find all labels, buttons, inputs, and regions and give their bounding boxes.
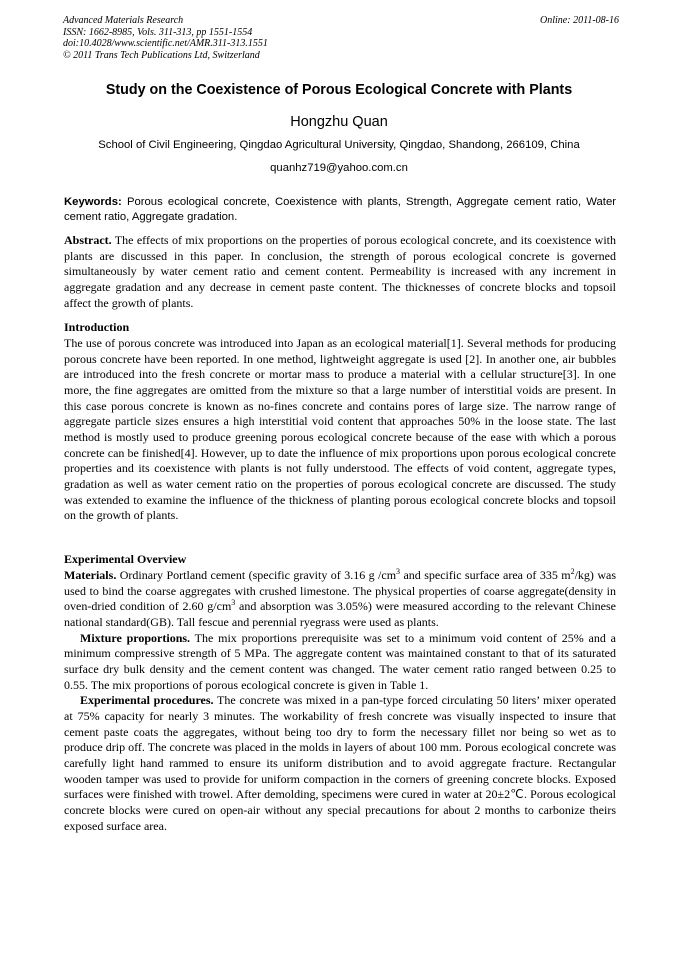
materials-text-1: Ordinary Portland cement (specific gravity of 3.16 g /cm [116,568,397,582]
keywords-text: Porous ecological concrete, Coexistence with plants, Strength, Aggregate cement ratio, Water cement ratio, Aggregate gradation. [64,196,616,224]
journal-name: Advanced Materials Research [63,15,184,26]
paper-title: Study on the Coexistence of Porous Ecological Concrete with Plants [105,82,573,98]
materials-label: Materials. [64,568,117,582]
author-name: Hongzhu Quan [290,114,388,130]
materials-sup-2: 2 [570,567,575,576]
materials-sup-1: 3 [396,567,401,576]
introduction-heading: Introduction [64,320,130,334]
issn-line: ISSN: 1662-8985, Vols. 311-313, pp 1551-1554 [63,26,253,38]
online-date: Online: 2011-08-16 [540,15,619,26]
journal-header [63,15,619,61]
experimental-body [64,568,616,834]
materials-text-3: /kg) was used to bind the coarse aggregates with crushed limestone. The physical properties of coarse aggregate(density in oven-dried condition of 2.60 g/cm [64,568,616,614]
procedures-label: Experimental procedures. [80,693,214,708]
abstract [64,233,616,311]
materials-paragraph [64,568,616,629]
materials-text-2: and specific surface area of 335 m [400,568,571,582]
mixture-paragraph [64,631,616,694]
keywords [64,195,616,226]
experimental-heading: Experimental Overview [64,552,187,566]
doi-line[interactable]: doi:10.4028/www.scientific.net/AMR.311-313.1551 [63,38,268,49]
keywords-label: Keywords: [64,196,122,208]
mixture-text: The mix proportions prerequisite was set to a minimum void content of 25% and a minimum compressive strength of 5 MPa. The aggregate content was maintained constant to that of its saturated surface dry bulk density and the cement content was changed. The water cement ratio ranged between 0.25 to 0.55. The mix proportions of porous ecological concrete is given in Table 1. [64,630,616,692]
author-email[interactable]: quanhz719@yahoo.com.cn [270,162,408,174]
procedures-paragraph [64,693,616,834]
author-affiliation: School of Civil Engineering, Qingdao Agricultural University, Qingdao, Shandong, 266109, China [98,139,580,151]
procedures-text: The concrete was mixed in a pan-type forced circulating 50 liters’ mixer operated at 75% capacity for nearly 3 minutes. The workability of fresh concrete was visually inspected to insure that cement paste coats the aggregates, without being too dry to form the necessary fillet nor being so wet as to produce drip off. The concrete was placed in the molds in layers of about 100 mm. Porous ecological concrete was carefully light hand rammed to ensure its uniform distribution and to avoid aggregate fracture. Rectangular wooden tamper was used to provide for uniform compaction in the corners of greening concrete blocks. Exposed surfaces were finished with trowel. After demolding, specimens were cured in water at 20±2℃. Porous ecological concrete blocks were cured on open-air without any special precautions for about 2 months to carbonize theirs exposed surface area. [64,693,616,833]
materials-text-4: and absorption was 3.05%) were measured according to the relevant Chinese national standard(GB). Tall fescue and perennial ryegrass were used as plants. [64,599,617,629]
abstract-label: Abstract. [64,233,112,247]
mixture-label: Mixture proportions. [80,630,191,645]
materials-sup-3: 3 [231,598,236,608]
introduction-text: The use of porous concrete was introduced into Japan as an ecological material[1]. Several methods for producing porous concrete have been reported. In one method, lightweight aggregate is used [2]. In another one, air bubbles are introduced into the fresh concrete or mortar mass to produce a material with a cellular structure[3]. In one more, the fine aggregates are omitted from the mixture so that a large number of interstitial voids are present. In this case porous concrete is known as no-fines concrete and contains pores of large size. The narrow range of aggregate particle sizes ensures a high interstitial void content that approaches 50% in the loose state. The last method is mostly used to produce greening porous ecological concrete because of the ease with which a porous concrete can be finished[4]. However, up to date the influence of mix proportions upon porous ecological concrete properties and its coexistence with plants is not fully understood. The effects of void content, aggregate types, gradation as well as water cement ratio on the properties of porous ecological concrete are discussed. The study was extended to examine the influence of the thickness of planting porous ecological concrete blocks and topsoil on the growth of plants. [64,336,616,523]
copyright-line: © 2011 Trans Tech Publications Ltd, Switzerland [63,49,260,61]
abstract-text: The effects of mix proportions on the properties of porous ecological concrete, and its coexistence with plants are discussed in this paper. In conclusion, the strength of porous ecological concrete is governed simultaneously by water cement ratio and cement content. Permeability is increased with any increment in aggregate gradation and any decrease in cement paste content. The thicknesses of concrete blocks and topsoil affect the growth of plants. [64,233,616,310]
